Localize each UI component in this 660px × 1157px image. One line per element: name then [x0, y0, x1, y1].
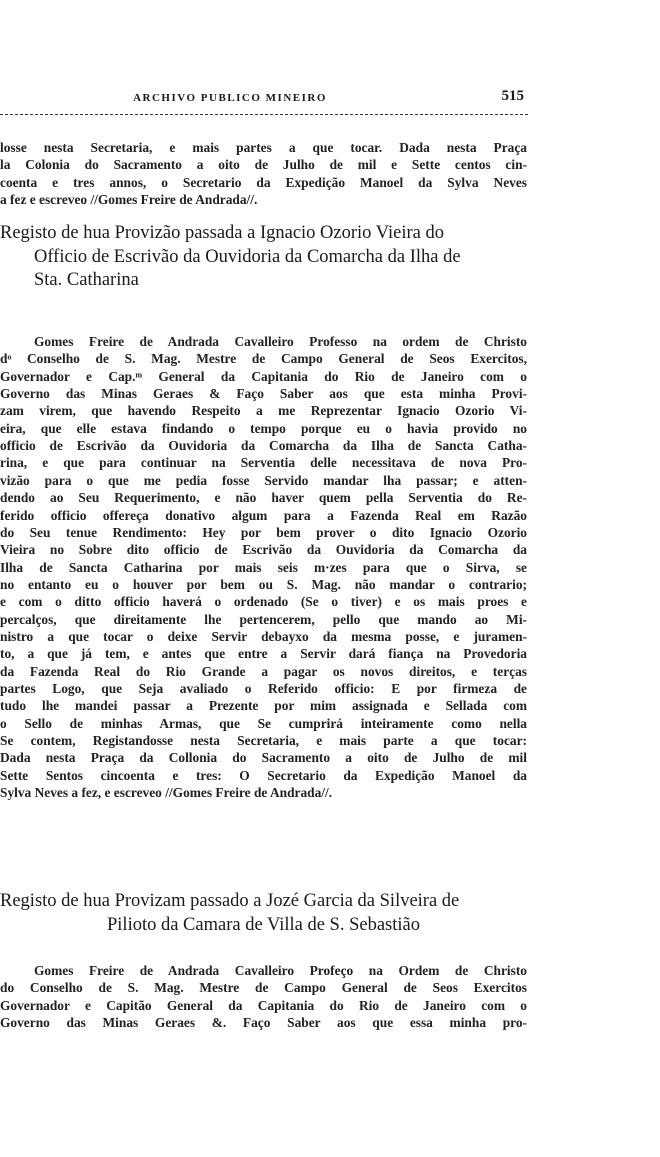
para2-line: Governo das Minas Geraes & Faço Saber aos que esta minha Provi- — [0, 386, 527, 402]
para2-line: officio de Escrivão da Ouvidoria da Comarcha da Ilha de Sancta Catha- — [0, 438, 527, 454]
para2-line: nistro a que tocar o deixe Servir debayxo da mesma posse, e juramen- — [0, 628, 527, 644]
para2-line: e com o ditto officio haverá o ordenado (Se o tiver) e os mais proes e — [0, 594, 527, 610]
para2-line: zam virem, que havendo Respeito a me Reprezentar Ignacio Ozorio Vi- — [0, 403, 527, 419]
heading2-line: Pilioto da Camara de Villa de S. Sebastião — [107, 915, 420, 935]
para3-line: Gomes Freire de Andrada Cavalleiro Profeço na Ordem de Christo — [34, 963, 527, 978]
para2-line: Sette Sentos cincoenta e tres: O Secretario da Expedição Manoel da — [0, 767, 527, 783]
para2-line: to, a que já tem, e antes que entre a Servir dará fiança na Provedoria — [0, 646, 527, 662]
para2-line: eira, que elle estava findando o tempo porque eu o havia provido no — [0, 420, 527, 436]
para2-line: o Sello de minhas Armas, que Se cumprirá inteiramente como nella — [0, 715, 527, 731]
para1-line: losse nesta Secretaria, e mais partes a que tocar. Dada nesta Praça — [0, 140, 527, 155]
para2-line: Ilha de Sancta Catharina por mais seis m·zes para que o Sirva, se — [0, 559, 527, 575]
para2-line: vizão para o que me pedia fosse Servido mandar lha passar; e atten- — [0, 472, 527, 488]
heading2-line: Registo de hua Provizam passado a Jozé Garcia da Silveira de — [0, 891, 460, 911]
para2-line: Sylva Neves a fez, e escreveo //Gomes Freire de Andrada//. — [0, 785, 333, 801]
para3-line: do Conselho de S. Mag. Mestre de Campo General de Seos Exercitos — [0, 980, 527, 996]
para2-line: da Fazenda Real do Rio Grande a pagar os novos direitos, e terças — [0, 663, 527, 679]
heading1-line: Sta. Catharina — [34, 270, 139, 290]
running-title: ARCHIVO PUBLICO MINEIRO — [133, 92, 327, 104]
para2-line: partes Logo, que Seja avaliado o Referido officio: E por firmeza de — [0, 681, 527, 696]
para2-line: Vieira no Sobre dito officio de Escrivão da Ouvidoria da Comarcha da — [0, 542, 527, 558]
para1-line: a fez e escreveo //Gomes Freire de Andrada//. — [0, 192, 258, 208]
para2-line: no entanto eu o houver por bem ou S. Mag. não mandar o contrario; — [0, 576, 527, 592]
para2-line: percalços, que direitamente lhe pertencerem, pello que mando ao Mi- — [0, 611, 527, 627]
para1-line: la Colonia do Sacramento a oito de Julho de mil e Sette centos cin- — [0, 157, 527, 173]
para2-line: ferido officio offereça donativo algum para a Fazenda Real em Razão — [0, 507, 527, 523]
para2-line: Se contem, Registandosse nesta Secretaria, e mais parte a que tocar: — [0, 733, 527, 749]
para3-line: Governo das Minas Geraes &. Faço Saber aos que essa minha pro- — [0, 1015, 527, 1031]
para2-line: Dada nesta Praça da Collonia do Sacramento a oito de Julho de mil — [0, 750, 527, 766]
heading1-line: Registo de hua Provizão passada a Ignacio Ozorio Vieira do — [0, 223, 444, 243]
para3-line: Governador e Capitão General da Capitania do Rio de Janeiro com o — [0, 997, 527, 1013]
para1-line: coenta e tres annos, o Secretario da Expedição Manoel da Sylva Neves — [0, 174, 527, 190]
page-number: 515 — [501, 88, 524, 104]
para2-line: dendo ao Seu Requerimento, e não haver quem pella Serventia do Re- — [0, 490, 527, 506]
heading1-line: Officio de Escrivão da Ouvidoria da Comarcha da Ilha de — [34, 246, 461, 267]
para2-line: Gomes Freire de Andrada Cavalleiro Professo na ordem de Christo — [34, 334, 527, 349]
para2-line: d⁠ᵒ Conselho de S. Mag. Mestre de Campo General de Seos Exercitos, — [0, 351, 527, 367]
para2-line: Governador e Cap.ᵐ General da Capitania do Rio de Janeiro com o — [0, 368, 527, 384]
header-rule — [0, 114, 528, 115]
para2-line: rina, e que para continuar na Serventia delle necessitava de nova Pro- — [0, 455, 527, 471]
para2-line: tudo lhe mandei passar a Prezente por mim assignada e Sellada com — [0, 698, 527, 714]
para2-line: do Seu tenue Rendimento: Hey por bem prover o dito Ignacio Ozorio — [0, 524, 527, 540]
